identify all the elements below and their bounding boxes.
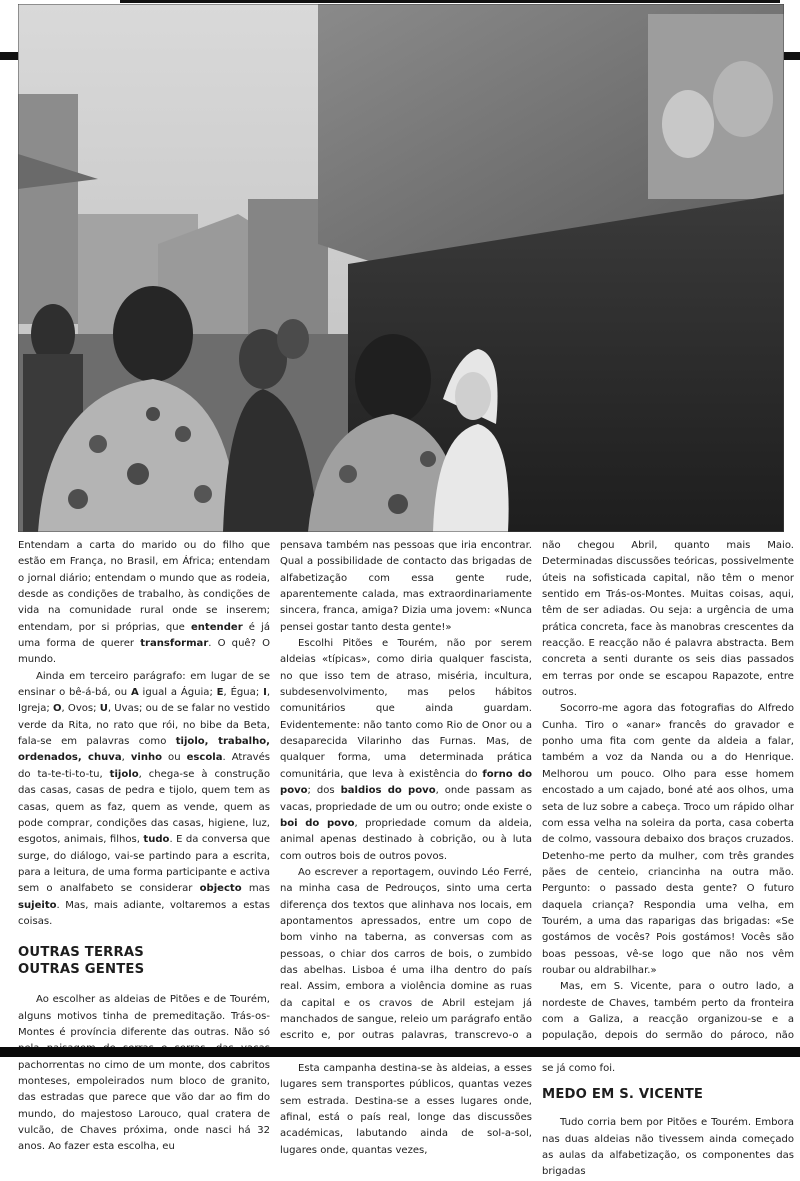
col1-paragraph-3: Ao escolher as aldeias de Pitões e de Tourém, alguns motivos tinha de premeditação. Trás-os-Montes é província diferente das outras. Não só pachorrentas no cimo de um monte, dos cabritos monteses, empoleirados num bloco de granito, das estradas que parece que vão dar ao fim do mundo, do majestoso Larouco, qual cratera de vulcão, de Chaves próxima, onde nasci há 32 anos. Ao fazer esta escolha, eu [18, 994, 270, 1153]
street-photograph [18, 4, 784, 532]
col2-paragraph-1: pensava também nas pessoas que iria encontrar. Qual a possibilidade de contacto das brigadas de alfabetização com essa gente rude, aparentemente calada, mas extraordinariamente sincera, franca, amiga? Dizia uma jovem: «Nunca pensei gostar tanto desta gente!» [280, 540, 532, 633]
section-heading-medo: MEDO EM S. VICENTE [542, 1087, 704, 1103]
left-edge-mark [0, 52, 18, 60]
section-heading-outras-terras: OUTRAS TERRAS OUTRAS GENTES [18, 945, 145, 978]
column-3 [542, 538, 794, 1181]
right-edge-mark [782, 52, 800, 60]
col2-paragraph-3: Ao escrever a reportagem, ouvindo Léo Ferré, na minha casa de Pedrouços, sinto uma certa diferença dos textos que alinhava nos locais, em apontamentos apressados, entre um copo de bom vinho na taberna, as conversas com as pessoas, o chiar dos carros de bois, o zumbido das abelhas. Lisboa é uma ilha dentro do país real. Assim, embora a violência domine as ruas da capital e os cravos de Abril estejam já manchados de sangue, releio um parágrafo então escrito e, por outras palavras, transcrevo-o a [280, 866, 532, 1042]
col3-paragraph-2: Socorro-me agora das fotografias do Alfredo Cunha. Tiro o «anar» francês do gravador e ponho uma fita com gente da aldeia a falar, também a voz da Nanda ou a do Henrique. Melhorou um pouco. Olho para esse homem encostado a um cajado, boné até aos olhos, uma seta de luz sobre a cabeça. Troco um rápido olhar com essa velha na soleira da porta, casa coberta de colmo, vassoura debaixo dos braços cruzados. Detenho-me perto da mulher, com três grandes pães de centeio, criancinha na outra mão. Pergunto: o passado desta gente? O futuro daquela criança? Respondia uma velha, em Tourém, a uma das raparigas das brigadas: «Se gostámos de vocês? Pois gostámos! Vocês são boas pessoas, vê-se logo que não nos vêm roubar ou aldrabilhar.» [542, 703, 794, 976]
col3-paragraph-4: Tudo corria bem por Pitões e Tourém. Embora nas duas aldeias não tivessem ainda começado as aulas da alfabetização, os componentes das brigadas [542, 1117, 794, 1178]
column-1 [18, 538, 270, 1156]
col3-paragraph-1: não chegou Abril, quanto mais Maio. Determinadas discussões teóricas, possivelmente úteis na sofisticada capital, não têm o menor sentido em Trás-os-Montes. Muitas coisas, aqui, têm de ser adiadas. Ou seja: a urgência de uma prática concreta, face às manobras crescentes da reacção. E reacção não é palavra abstracta. Bem concreta a senti durante os seis dias passados em terras por onde se escapou Rapazote, entre outros. [542, 540, 794, 699]
column-2 [280, 538, 532, 1159]
col3-paragraph-3: Mas, em S. Vicente, para o outro lado, a nordeste de Chaves, também perto da fronteira com a Galiza, a reacção organizou-se e a população, depois do sermão do pároco, não se já como foi. [542, 981, 794, 1074]
col2-paragraph-2: Escolhi Pitões e Tourém, não por serem aldeias «típicas», como diria qualquer fascista, no que isso tem de atraso, miséria, incultura, subdesenvolvimento, mas pelos hábitos comunitários que ainda guardam. Evidentemente: não tanto como Rio de Onor ou a desaparecida Vilarinho das Furnas. Mas, de qualquer forma, uma determinada prática comunitária, que leva à existência do forno do povo; dos baldios do povo, onde passam as vacas, propriedade de um ou outro; onde existe o boi do povo, propriedade comum da aldeia, animal apenas destinado à cobrição, ou à luta com outros bois de outros povos. [280, 638, 533, 862]
top-rule [120, 0, 780, 3]
bottom-rule [0, 1047, 800, 1057]
col1-paragraph-2: Ainda em terceiro parágrafo: em lugar de se ensinar o bê-á-bá, ou A igual a Águia; E, Égua; I, Igreja; O, Ovos; U, Uvas; ou de se falar no vestido verde da Rita, no rato que rói, no bibe da Beta, fala-se em palavras como tijolo, trabalho, ordenados, chuva, vinho ou escola. Através do ta-te-ti-to-tu, tijolo, chega-se à construção das casas, casas de pedra e tijolo, quem tem as casas, quem as faz, quem as vende, quem as pode comprar, condições das casas, higiene, luz, esgotos, animais, filhos, tudo. E da conversa que surge, do diálogo, vai-se partindo para a escrita, para a leitura, de uma forma participante e activa sem o analfabeto se considerar objecto mas sujeito. Mas, mais adiante, voltaremos a estas coisas. [18, 670, 271, 927]
col1-paragraph-1: Entendam a carta do marido ou do filho que estão em França, no Brasil, em África; entendam o jornal diário; entendam o mundo que as rodeia, desde as condições de trabalho, às condições de vida na comunidade rural onde se inserem; entendam, por si próprias, que entender é já uma forma de querer transformar. O quê? O mundo. [18, 540, 270, 666]
col2-paragraph-4: Esta campanha destina-se às aldeias, a esses lugares sem transportes públicos, quantas vezes sem estrada. Destina-se a esses lugares onde, afinal, está o país real, longe das discussões académicas, labutando ainda de sol-a-sol, lugares onde, quantas vezes, [280, 1063, 532, 1156]
